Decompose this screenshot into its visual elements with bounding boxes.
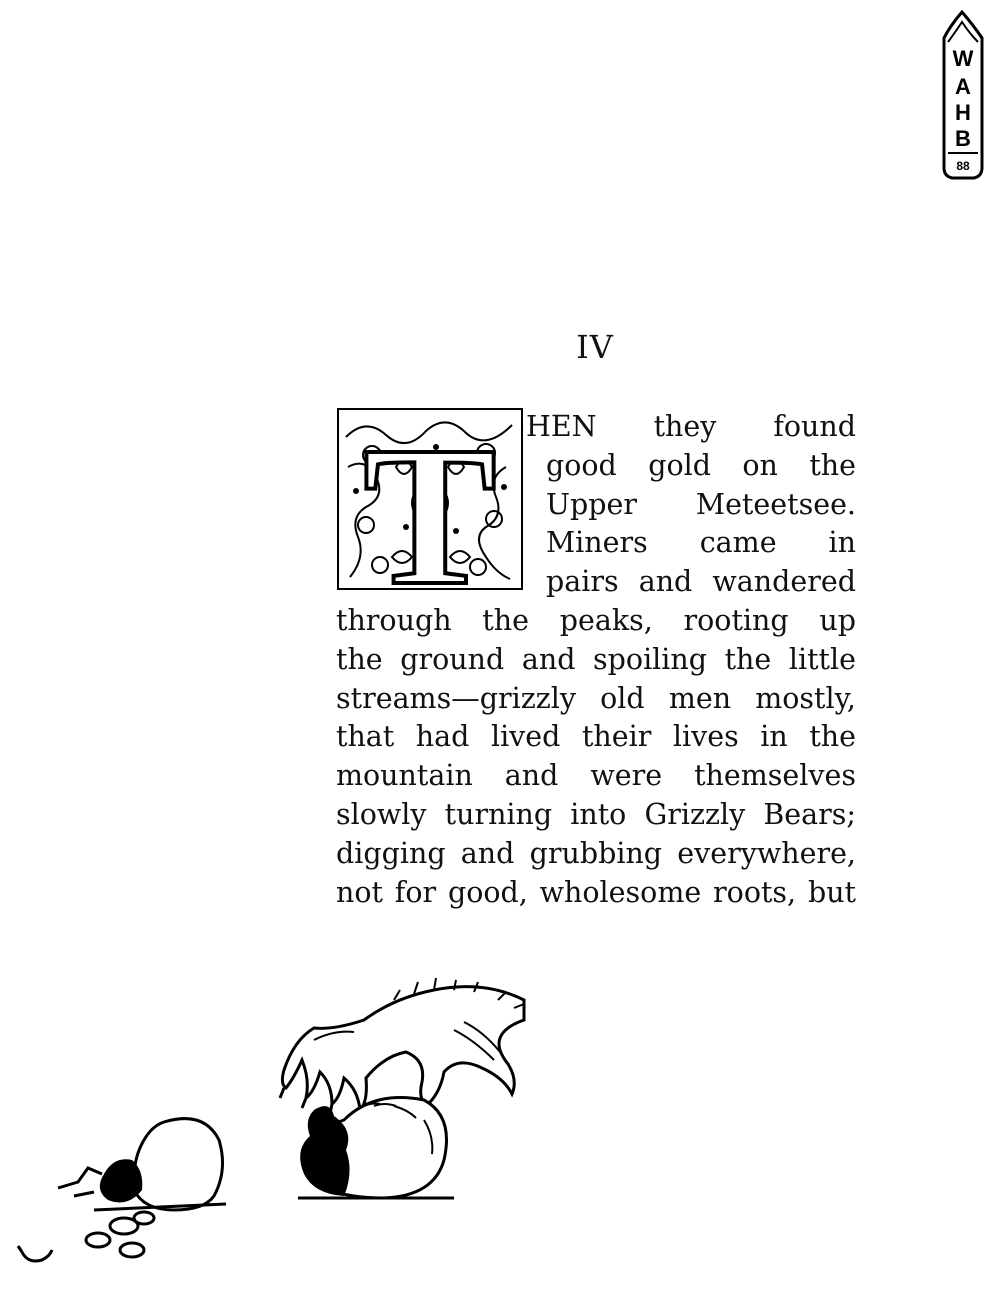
text-line: digging and grubbing everywhere, xyxy=(336,836,856,870)
text-line: slowly turning into Grizzly Bears; xyxy=(336,797,856,831)
page-tab-shape xyxy=(940,8,986,180)
text-line: Miners came in xyxy=(546,526,856,560)
text-line: through the peaks, rooting up xyxy=(336,603,856,637)
text-line: streams—grizzly old men mostly, xyxy=(336,681,856,715)
text-line: the ground and spoiling the little xyxy=(336,642,856,676)
text-line: not for good, wholesome roots, but xyxy=(336,875,856,909)
tab-letter-h: H xyxy=(955,100,971,125)
tab-letter-w: W xyxy=(952,46,974,71)
text-line: Upper Meteetsee. xyxy=(546,487,856,521)
text-line: that had lived their lives in the xyxy=(336,720,856,754)
text-line: good gold on the xyxy=(546,448,856,482)
chapter-heading: IV xyxy=(576,328,614,366)
drop-cap-letter: T xyxy=(363,407,497,591)
text-line: mountain and were themselves xyxy=(336,759,856,793)
page-tab xyxy=(940,8,986,180)
text-line: pairs and wandered xyxy=(546,565,856,599)
body-text xyxy=(336,408,856,912)
tab-page-number: 88 xyxy=(956,159,970,173)
tab-letter-a: A xyxy=(955,74,971,99)
tailpiece-illustration xyxy=(14,960,554,1280)
bear-paw-gold-sacks-icon xyxy=(14,960,554,1280)
text-line: HEN they found xyxy=(526,410,856,443)
tab-letter-b: B xyxy=(955,126,971,151)
